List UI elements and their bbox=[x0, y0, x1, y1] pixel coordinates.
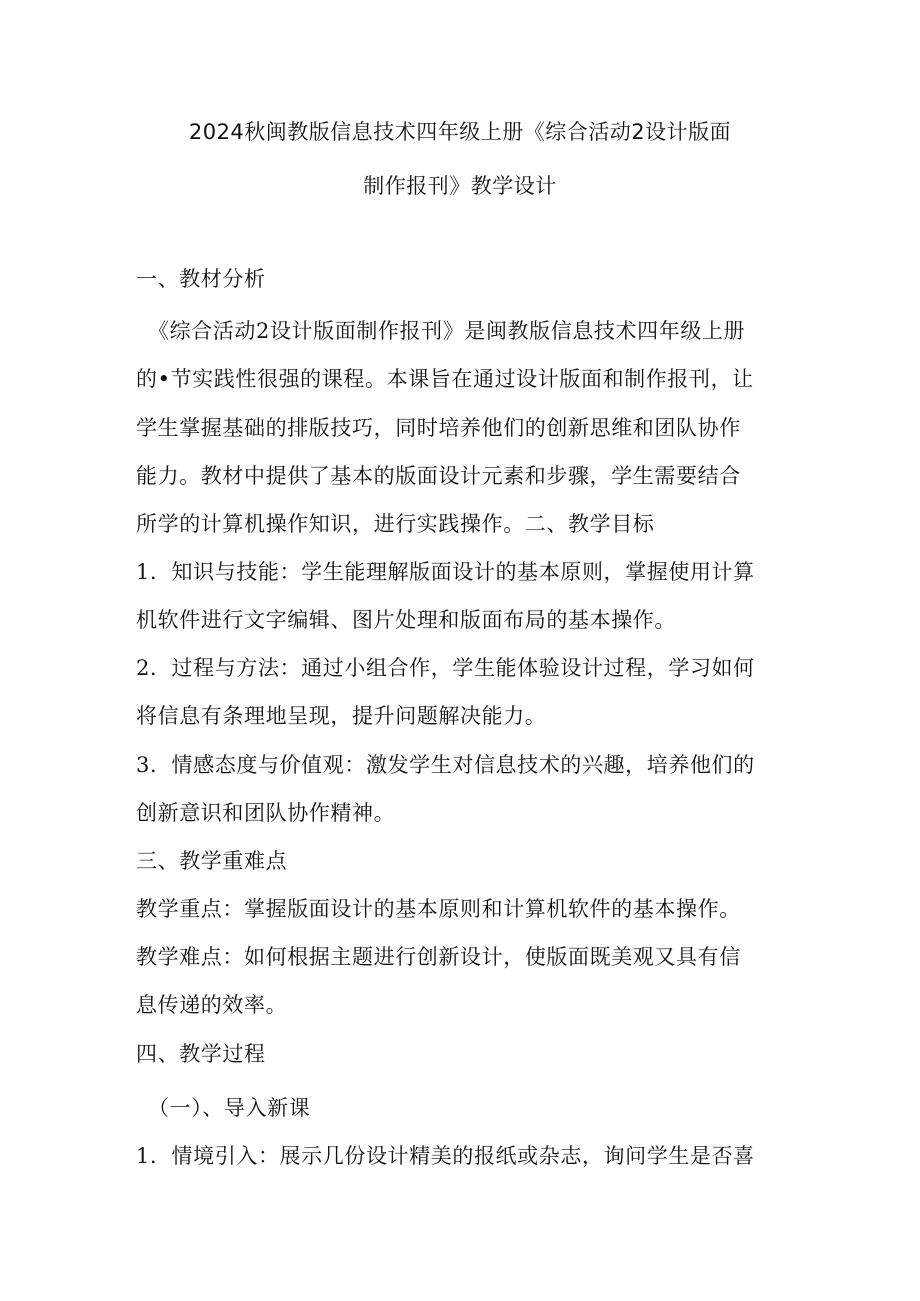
list-item: 1．情境引入：展示几份设计精美的报纸或杂志，询问学生是否喜 bbox=[136, 1144, 755, 1168]
paragraph-line: 教学难点：如何根据主题进行创新设计，使版面既美观又具有信 bbox=[136, 945, 741, 969]
paragraph-line: 所学的计算机操作知识，进行实践操作。二、教学目标 bbox=[136, 512, 655, 536]
list-item: 2．过程与方法：通过小组合作，学生能体验设计过程，学习如何 bbox=[136, 656, 755, 680]
paragraph-line: 《综合活动2设计版面制作报刊》是闽教版信息技术四年级上册 bbox=[148, 319, 746, 343]
paragraph-line: 息传递的效率。 bbox=[136, 993, 288, 1017]
document-title-line-1: 2024秋闽教版信息技术四年级上册《综合活动2设计版面 bbox=[188, 120, 732, 144]
section-heading-materials: 一、教材分析 bbox=[136, 267, 266, 291]
list-item: 1．知识与技能：学生能理解版面设计的基本原则，掌握使用计算 bbox=[136, 560, 755, 584]
paragraph-line: 教学重点：掌握版面设计的基本原则和计算机软件的基本操作。 bbox=[136, 897, 741, 921]
section-heading-process: 四、教学过程 bbox=[136, 1042, 266, 1066]
document-title-line-2: 制作报刊》教学设计 bbox=[363, 174, 557, 198]
paragraph-line: 能力。教材中提供了基本的版面设计元素和步骤，学生需要结合 bbox=[136, 464, 741, 488]
list-item-continuation: 将信息有条理地呈现，提升问题解决能力。 bbox=[136, 704, 547, 728]
list-item-continuation: 创新意识和团队协作精神。 bbox=[136, 801, 396, 825]
section-heading-key-points: 三、教学重难点 bbox=[136, 849, 288, 873]
paragraph-line: 的•节实践性很强的课程。本课旨在通过设计版面和制作报刊，让 bbox=[136, 367, 754, 391]
paragraph-line: 学生掌握基础的排版技巧，同时培养他们的创新思维和团队协作 bbox=[136, 416, 741, 440]
list-item: 3．情感态度与价值观：激发学生对信息技术的兴趣，培养他们的 bbox=[136, 753, 755, 777]
subsection-heading: （一）、导入新课 bbox=[148, 1096, 311, 1120]
list-item-continuation: 机软件进行文字编辑、图片处理和版面布局的基本操作。 bbox=[136, 608, 676, 632]
